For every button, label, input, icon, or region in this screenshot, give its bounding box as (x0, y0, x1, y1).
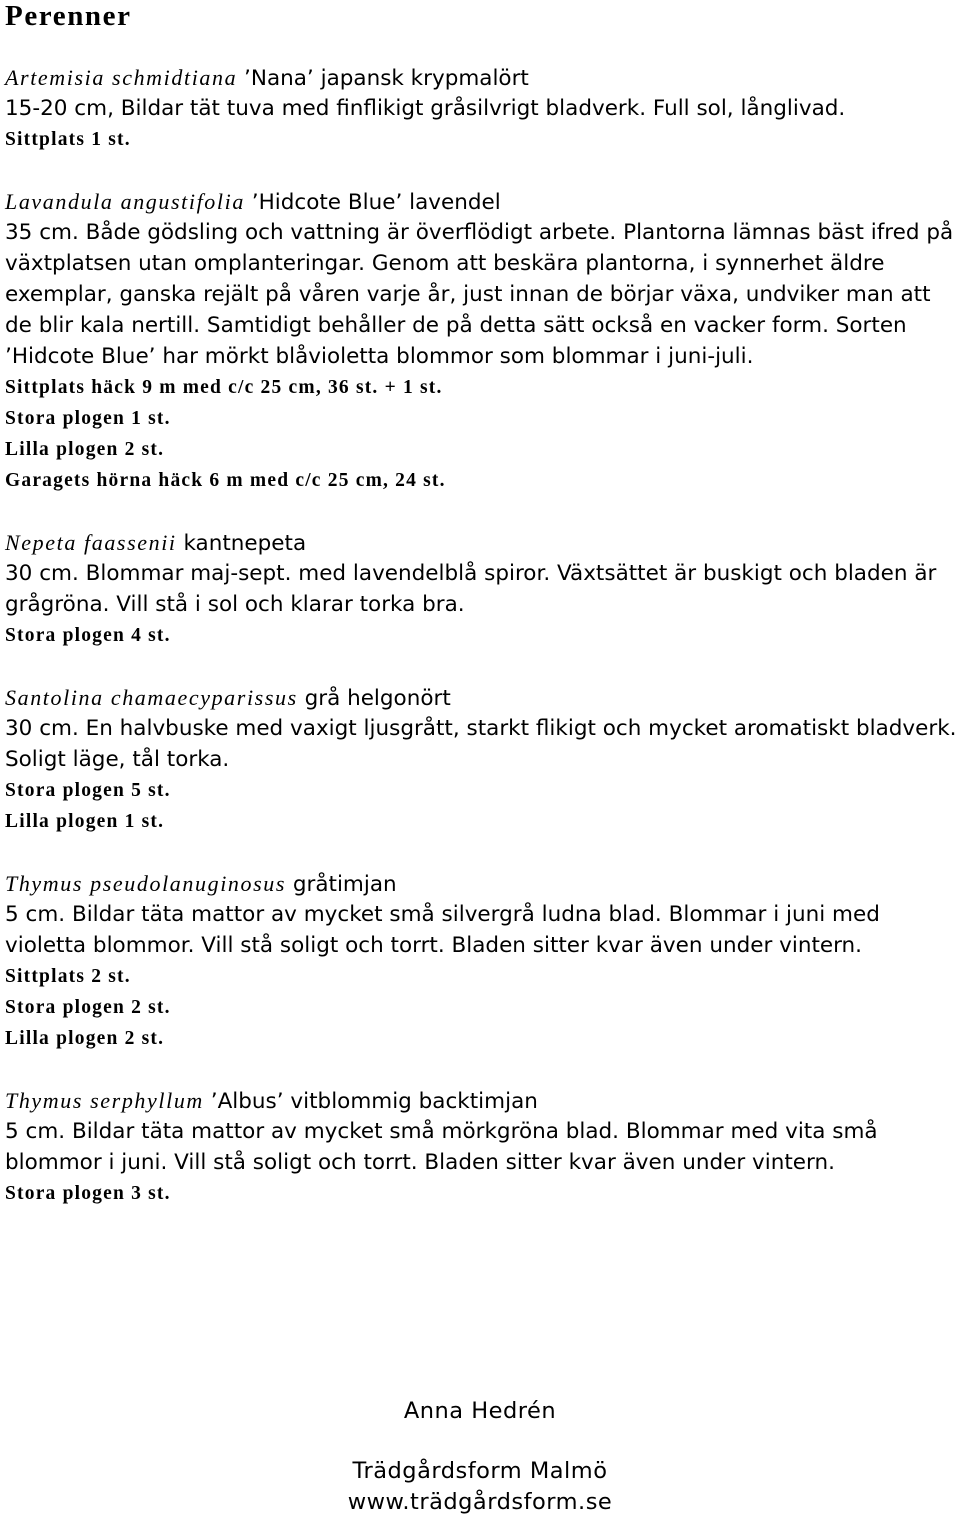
plant-common-name: ’Nana’ japansk krypmalört (237, 66, 529, 91)
plant-heading (5, 868, 957, 899)
plant-latin-name: Artemisia schmidtiana (5, 65, 238, 90)
plant-location: Lilla plogen 1 st. (5, 811, 165, 832)
plant-entry (5, 62, 957, 155)
plant-latin-name: Thymus serphyllum (5, 1088, 204, 1113)
plant-heading (5, 1085, 957, 1116)
plant-common-name: grå helgonört (297, 686, 451, 711)
plant-location: Lilla plogen 2 st. (5, 1028, 165, 1049)
document-page (5, 0, 957, 1209)
plant-entry (5, 1085, 957, 1209)
plant-common-name: gråtimjan (286, 872, 397, 897)
plant-entry (5, 186, 957, 496)
plant-latin-name: Lavandula angustifolia (5, 189, 245, 214)
plant-location: Sittplats 2 st. (5, 966, 131, 987)
footer-author: Anna Hedrén (403, 1398, 557, 1424)
plant-description: 30 cm. Blommar maj-sept. med lavendelblå spiror. Växtsättet är buskigt och bladen är grågröna. Vill stå i sol och klarar torka bra. (5, 561, 937, 617)
plant-latin-name: Nepeta faassenii (5, 530, 177, 555)
plant-location: Sittplats häck 9 m med c/c 25 cm, 36 st. + 1 st. (5, 377, 443, 398)
plant-location: Stora plogen 1 st. (5, 408, 171, 429)
plant-common-name: ’Albus’ vitblommig backtimjan (203, 1089, 538, 1114)
plant-latin-name: Santolina chamaecyparissus (5, 685, 298, 710)
plant-location: Stora plogen 4 st. (5, 625, 171, 646)
plant-entry (5, 682, 957, 837)
plant-location: Stora plogen 5 st. (5, 780, 171, 801)
plant-common-name: kantnepeta (176, 531, 307, 556)
plant-heading (5, 62, 957, 93)
plant-location: Stora plogen 2 st. (5, 997, 171, 1018)
plant-description: 15-20 cm, Bildar tät tuva med finflikigt gråsilvrigt bladverk. Full sol, långlivad. (5, 96, 846, 121)
plant-heading (5, 186, 957, 217)
plant-entry (5, 527, 957, 651)
footer-website: www.trädgårdsform.se (347, 1489, 613, 1515)
plant-location: Garagets hörna häck 6 m med c/c 25 cm, 24 st. (5, 470, 446, 491)
plant-common-name: ’Hidcote Blue’ lavendel (244, 190, 501, 215)
plant-location: Lilla plogen 2 st. (5, 439, 165, 460)
plant-description: 5 cm. Bildar täta mattor av mycket små mörkgröna blad. Blommar med vita små blommor i juni. Vill stå soligt och torrt. Bladen sitter kvar även under vintern. (5, 1119, 878, 1175)
plant-description: 35 cm. Både gödsling och vattning är överflödigt arbete. Plantorna lämnas bäst ifred på växtplatsen utan omplanteringar. Genom att beskära plantorna, i synnerhet äldre exemplar, ganska rejält på våren varje år, just innan de börjar växa, undviker man att de blir kala nertill. Samtidigt behåller de på detta sätt också en vacker form. Sorten ’Hidcote Blue’ har mörkt blåvioletta blommor som blommar i juni-juli. (5, 220, 954, 369)
plant-description: 30 cm. En halvbuske med vaxigt ljusgrått, starkt flikigt och mycket aromatiskt bladverk. Soligt läge, tål torka. (5, 716, 957, 772)
plant-description: 5 cm. Bildar täta mattor av mycket små silvergrå ludna blad. Blommar i juni med violetta blommor. Vill stå soligt och torrt. Bladen sitter kvar även under vintern. (5, 902, 880, 958)
plant-location: Sittplats 1 st. (5, 129, 131, 150)
page-title: Perenner (5, 0, 132, 32)
footer-company: Trädgårdsform Malmö (352, 1458, 608, 1484)
plant-entry (5, 868, 957, 1054)
plant-latin-name: Thymus pseudolanuginosus (5, 871, 287, 896)
plant-heading (5, 527, 957, 558)
plant-heading (5, 682, 957, 713)
plant-location: Stora plogen 3 st. (5, 1183, 171, 1204)
